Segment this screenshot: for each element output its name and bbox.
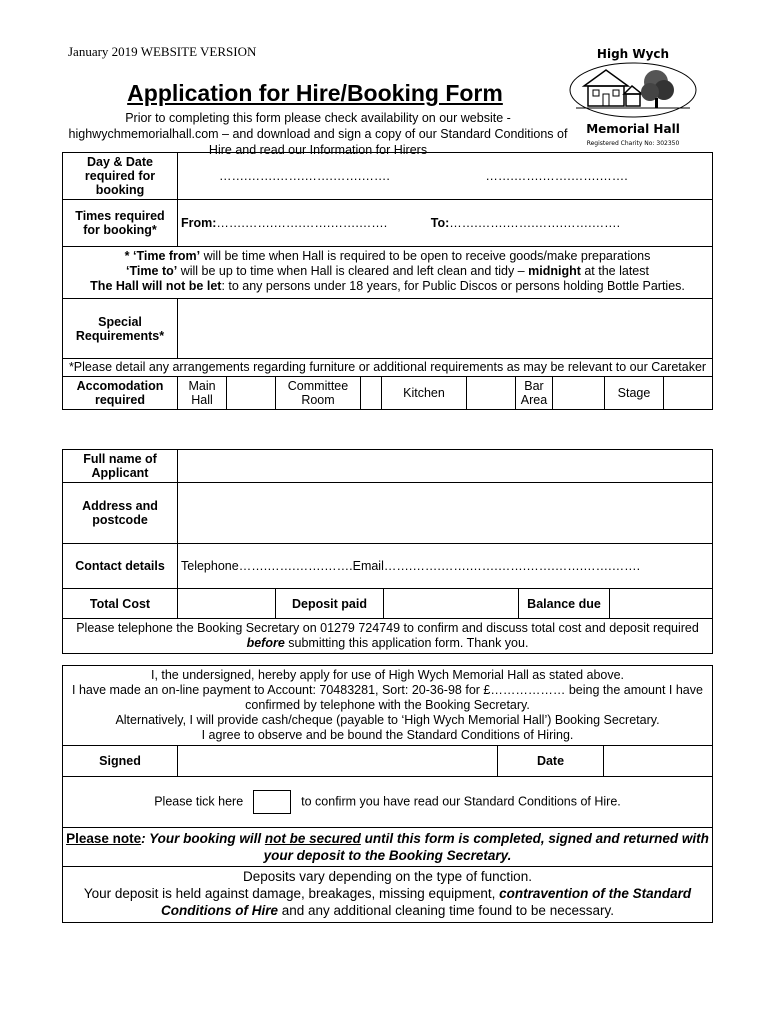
- total-cost-field[interactable]: [178, 589, 276, 619]
- kitchen-label: Kitchen: [381, 377, 466, 409]
- booking-table: [62, 152, 713, 410]
- note-not-let-text: : to any persons under 18 years, for Public Discos or persons holding Bottle Parties.: [221, 279, 685, 293]
- phone-note-before: before: [246, 636, 285, 650]
- note-time-to-text: will be up to time when Hall is cleared and left clean and tidy –: [177, 264, 529, 278]
- full-name-label: Full name of Applicant: [63, 450, 178, 483]
- phone-note-a: Please telephone the Booking Secretary on 01279 724749 to confirm and discuss total cost and deposit required: [76, 621, 699, 635]
- deposit-info: [63, 867, 713, 923]
- declaration-line-4: I agree to observe and be bound the Standard Conditions of Hiring.: [201, 728, 574, 742]
- bar-area-label: Bar Area: [515, 377, 552, 409]
- deposits-vary: Deposits vary depending on the type of function.: [243, 869, 532, 884]
- conditions-checkbox[interactable]: [253, 790, 291, 814]
- tick-after-text: to confirm you have read our Standard Conditions of Hire.: [301, 794, 621, 809]
- stage-label: Stage: [605, 377, 664, 409]
- date-dots-1: …….…….…….…….…….…….: [219, 169, 390, 183]
- total-cost-label: Total Cost: [63, 589, 178, 619]
- note-time-from-text: will be time when Hall is required to be open to receive goods/make preparations: [200, 249, 651, 263]
- times-label: Times required for booking*: [63, 200, 178, 247]
- phone-note: [63, 619, 713, 654]
- accommodation-label: Accomodation required: [63, 377, 178, 410]
- telephone-label: Telephone: [181, 559, 239, 573]
- declaration-line-1: I, the undersigned, hereby apply for use of High Wych Memorial Hall as stated above.: [150, 668, 625, 682]
- phone-note-b: submitting this application form. Thank you.: [284, 636, 529, 650]
- note-not-let-bold: The Hall will not be let: [90, 279, 222, 293]
- please-note-a: : Your booking will: [141, 831, 265, 846]
- day-date-field[interactable]: [178, 153, 713, 200]
- accommodation-committee-room[interactable]: [276, 377, 467, 410]
- kitchen-checkbox[interactable]: [467, 377, 515, 409]
- deposit-held-b: and any additional cleaning time found to be necessary.: [278, 903, 614, 918]
- intro-text: Prior to completing this form please check availability on our website - highwychmemorialhall.com – and download and sign a copy of our Standard Conditions of Hire and read our Information for Hirers: [68, 111, 568, 157]
- deposit-paid-field[interactable]: [384, 589, 519, 619]
- main-hall-label: Main Hall: [178, 377, 227, 409]
- declaration-line-2: I have made an on-line payment to Account: 70483281, Sort: 20-36-98 for £……………… being the amount I have confirmed by telephone with the Booking Secretary.: [72, 683, 703, 712]
- address-label: Address and postcode: [63, 483, 178, 544]
- contact-field[interactable]: [178, 544, 713, 589]
- please-note-b: until this form is completed, signed and returned with your deposit to the Booking Secretary.: [263, 831, 709, 863]
- balance-due-label: Balance due: [519, 589, 610, 619]
- date-field[interactable]: [604, 746, 713, 777]
- declaration-line-3: Alternatively, I will provide cash/cheque (payable to ‘High Wych Memorial Hall’) Booking Secretary.: [115, 713, 660, 727]
- deposit-paid-label: Deposit paid: [276, 589, 384, 619]
- special-req-field[interactable]: [178, 299, 713, 359]
- declaration-text: [63, 666, 713, 746]
- date-dots-2: …….…….…….…….…….: [485, 169, 628, 183]
- logo-top-text: High Wych: [596, 47, 670, 61]
- special-req-label: Special Requirements*: [63, 299, 178, 359]
- committee-room-checkbox[interactable]: [361, 377, 381, 409]
- time-notes: [63, 247, 713, 299]
- please-note-label: Please note: [66, 831, 142, 846]
- times-field[interactable]: [178, 200, 713, 247]
- please-note-box: [63, 828, 713, 867]
- to-dots: …….…….…….…….…….…….: [449, 216, 621, 230]
- signature-field[interactable]: [178, 746, 498, 777]
- note-time-from-bold: * ‘Time from’: [124, 249, 201, 263]
- note-latest: at the latest: [580, 264, 649, 278]
- deposit-contravention: contravention of the: [499, 886, 629, 901]
- tick-row: [63, 777, 713, 828]
- committee-room-label: Committee Room: [276, 377, 361, 409]
- signed-label: Signed: [63, 746, 178, 777]
- logo-charity-text: Registered Charity No: 302350: [586, 140, 680, 147]
- applicant-table: [62, 449, 713, 654]
- deposit-held-a: Your deposit is held against damage, breakages, missing equipment,: [83, 886, 500, 901]
- date-label: Date: [498, 746, 604, 777]
- hall-logo: [566, 42, 700, 150]
- bar-area-checkbox[interactable]: [553, 377, 605, 410]
- stage-checkbox[interactable]: [664, 377, 712, 409]
- to-label: To:: [430, 216, 450, 230]
- version-label: January 2019 WEBSITE VERSION: [68, 44, 257, 59]
- balance-due-field[interactable]: [610, 589, 713, 619]
- email-dots: …….…….…….…….…….…….…….…….…….: [383, 559, 641, 573]
- email-label: Email: [352, 559, 384, 573]
- page-title: Application for Hire/Booking Form: [127, 80, 503, 106]
- from-label: From:: [181, 216, 217, 230]
- day-date-label: Day & Date required for booking: [63, 153, 178, 200]
- telephone-dots: …….…….…….…….: [238, 559, 353, 573]
- special-req-note: *Please detail any arrangements regarding furniture or additional requirements as may be relevant to our Caretaker: [63, 359, 713, 377]
- accommodation-kitchen-bar[interactable]: [467, 377, 553, 410]
- contact-label: Contact details: [63, 544, 178, 589]
- please-note-not-secured: not be secured: [264, 831, 361, 846]
- logo-bottom-text: Memorial Hall: [586, 122, 680, 136]
- accommodation-main-hall[interactable]: [178, 377, 276, 410]
- main-hall-checkbox[interactable]: [227, 377, 275, 409]
- note-midnight: midnight: [528, 264, 581, 278]
- accommodation-stage[interactable]: [605, 377, 713, 410]
- declaration-table: [62, 665, 713, 923]
- from-dots: …….…….…….…….…….…….: [216, 216, 388, 230]
- address-field[interactable]: [178, 483, 713, 544]
- tick-before-text: Please tick here: [154, 794, 244, 809]
- full-name-field[interactable]: [178, 450, 713, 483]
- note-time-to-bold: ‘Time to’: [126, 264, 178, 278]
- deposit-standard-conditions: Standard Conditions of Hire: [161, 886, 692, 918]
